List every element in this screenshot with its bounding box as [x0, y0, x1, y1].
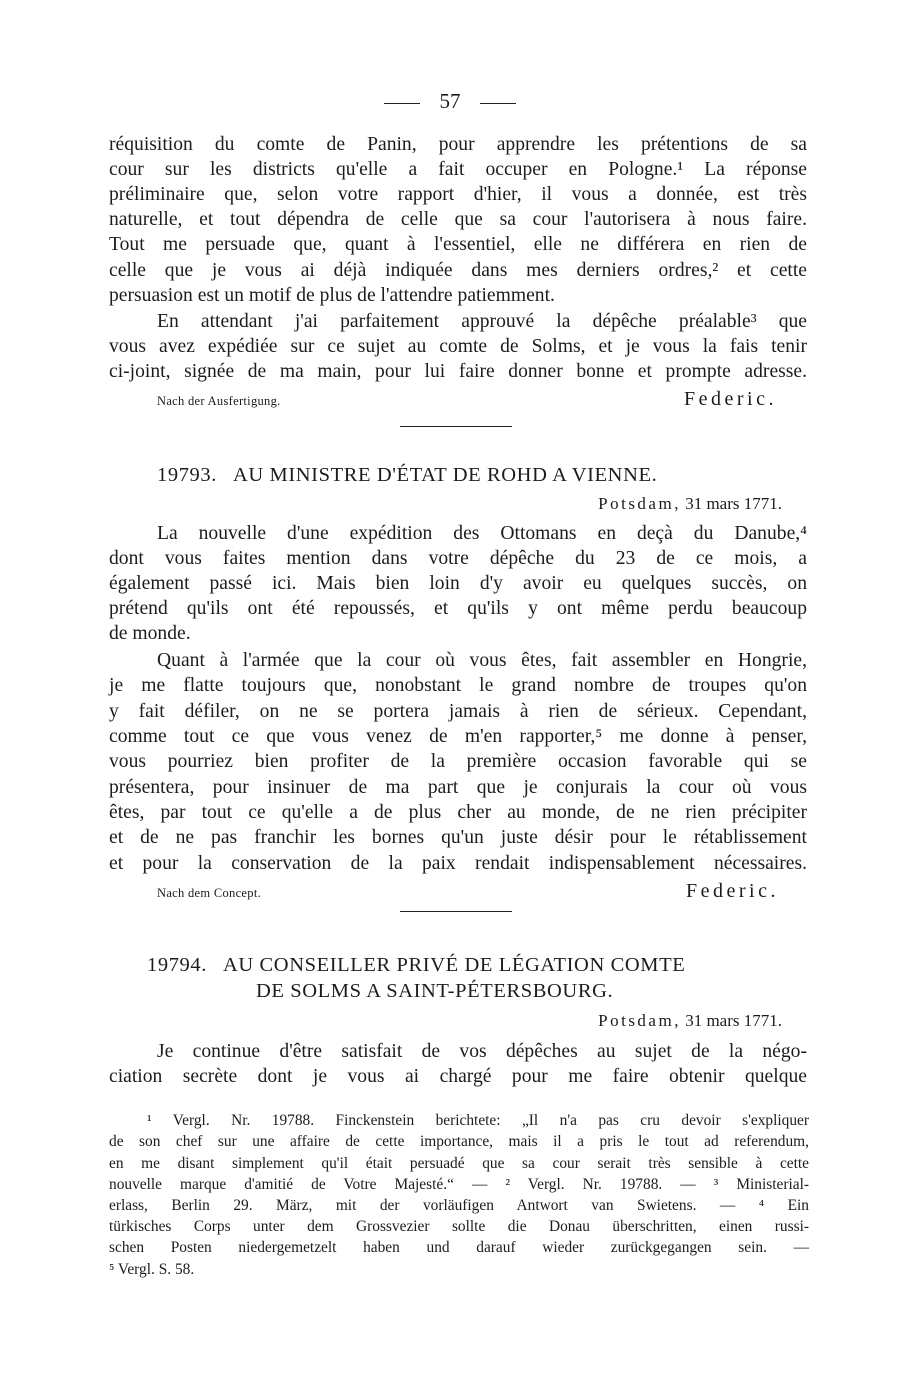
letter-heading [147, 954, 685, 977]
header-dash-left [384, 103, 420, 104]
text-line: vous pourriez bien profiter de la première occasion favorable qui se [109, 751, 807, 772]
signature: Federic. [686, 880, 779, 902]
letter-title-line1: AU CONSEILLER PRIVÉ DE LÉGATION COMTE [222, 954, 686, 976]
text-line: naturelle, et tout dépendra de celle que sa cour l'autorisera à nous faire. [109, 209, 807, 230]
text-line: de monde. [109, 623, 191, 644]
text-line: En attendant j'ai parfaitement approuvé la dépêche préalable³ que [157, 311, 807, 332]
source-note: Nach der Ausfertigung. [157, 394, 281, 408]
dateline [598, 1011, 782, 1031]
section-divider [400, 911, 512, 912]
source-note: Nach dem Concept. [157, 886, 262, 900]
page-number: 57 [439, 89, 461, 113]
text-line: vous avez expédiée sur ce sujet au comte de Solms, et je vous la fais tenir [109, 336, 807, 357]
dateline-place: Potsdam, [598, 1011, 681, 1030]
letter-number: 19793. [157, 464, 217, 486]
dateline-place: Potsdam, [598, 494, 681, 513]
text-line: et pour la conservation de la paix rendait indispensablement nécessaires. [109, 853, 807, 874]
text-line: dont vous faites mention dans votre dépêche du 23 de ce mois, a [109, 548, 807, 569]
text-line: je me flatte toujours que, nonobstant le grand nombre de troupes qu'on [109, 675, 807, 696]
text-line: y fait défiler, on ne se portera jamais à rien de sérieux. Cependant, [109, 701, 807, 722]
text-line: êtes, par tout ce qu'elle a de plus cher au monde, de ne rien précipiter [109, 802, 807, 823]
text-line: celle que je vous ai déjà indiquée dans mes derniers ordres,² et cette [109, 260, 807, 281]
footnote-line: en me disant simplement qu'il était persuadé que sa cour serait très sensible à cette [109, 1155, 809, 1172]
header-dash-right [480, 103, 516, 104]
signature: Federic. [684, 388, 777, 410]
dateline-date: 31 mars 1771. [685, 1011, 782, 1030]
footnote-line: schen Posten niedergemetzelt haben und darauf wieder zurückgegangen sein. — [109, 1239, 809, 1256]
letter-heading [157, 464, 657, 487]
text-line: cour sur les districts qu'elle a fait occuper en Pologne.¹ La réponse [109, 159, 807, 180]
text-line: Je continue d'être satisfait de vos dépêches au sujet de la négo- [157, 1041, 807, 1062]
text-line: La nouvelle d'une expédition des Ottomans en deçà du Danube,⁴ [157, 523, 807, 544]
text-line: et de ne pas franchir les bornes qu'un juste désir pour le rétablissement [109, 827, 807, 848]
footnote-line: ⁵ Vergl. S. 58. [109, 1261, 195, 1278]
text-line: préliminaire que, selon votre rapport d'hier, il vous a donnée, est très [109, 184, 807, 205]
letter-title-line2: DE SOLMS A SAINT-PÉTERSBOURG. [256, 980, 614, 1002]
footnote-line: türkisches Corps unter dem Grossvezier sollte die Donau überschritten, einen russi- [109, 1218, 809, 1235]
footnote-line: nouvelle marque d'amitié de Votre Majesté.“ — ² Vergl. Nr. 19788. — ³ Ministerial- [109, 1176, 809, 1193]
footnote-line: erlass, Berlin 29. März, mit der vorläufigen Antwort van Swietens. — ⁴ Ein [109, 1197, 809, 1214]
footnote-line: de son chef sur une affaire de cette importance, mais il a pris le tout ad referendum, [109, 1133, 809, 1150]
dateline-date: 31 mars 1771. [685, 494, 782, 513]
text-line: persuasion est un motif de plus de l'attendre patiemment. [109, 285, 555, 306]
text-line: ci-joint, signée de ma main, pour lui faire donner bonne et prompte adresse. [109, 361, 807, 382]
text-line: également passé ici. Mais bien loin d'y avoir eu quelques succès, on [109, 573, 807, 594]
text-line: présentera, pour insinuer de ma part que je conjurais la cour où vous [109, 777, 807, 798]
text-line: Tout me persuade que, quant à l'essentiel, elle ne différera en rien de [109, 234, 807, 255]
text-line: réquisition du comte de Panin, pour apprendre les prétentions de sa [109, 134, 807, 155]
letter-title: AU MINISTRE D'ÉTAT DE ROHD A VIENNE. [232, 464, 658, 486]
dateline [598, 494, 782, 514]
text-line: prétend qu'ils ont été repoussés, et qu'ils y ont même perdu beaucoup [109, 598, 807, 619]
footnote-line: ¹ Vergl. Nr. 19788. Finckenstein berichtete: „Il n'a pas cru devoir s'expliquer [147, 1112, 809, 1129]
text-line: ciation secrète dont je vous ai chargé pour me faire obtenir quelque [109, 1066, 807, 1087]
text-line: comme tout ce que vous venez de m'en rapporter,⁵ me donne à penser, [109, 726, 807, 747]
letter-number: 19794. [147, 954, 207, 976]
page-header [0, 88, 900, 114]
text-line: Quant à l'armée que la cour où vous êtes, fait assembler en Hongrie, [157, 650, 807, 671]
section-divider [400, 426, 512, 427]
